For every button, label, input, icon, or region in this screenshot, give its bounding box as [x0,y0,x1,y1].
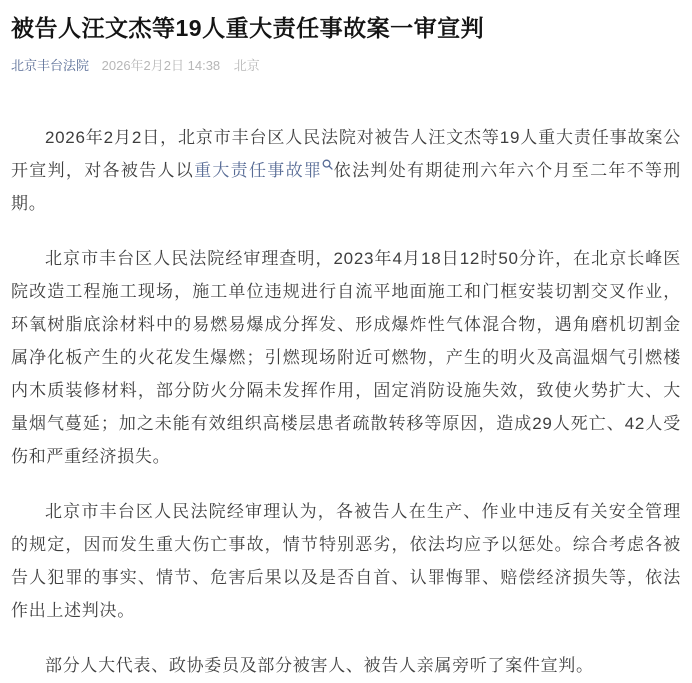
paragraph-1-text-cont: 依法判处有期徒刑六年六个月至二年不等刑期。 [11,161,681,214]
paragraph-2: 北京市丰台区人民法院经审理查明，2023年4月18日12时50分许，在北京长峰医院改造工程施工现场，施工单位违规进行自流平地面施工和门框安装切割交叉作业，环氧树脂底涂材料中的易燃易爆成分挥发、形成爆炸性气体混合物，遇角磨机切割金属净化板产生的火花发生爆燃；引燃现场附近可燃物，产生的明火及高温烟气引燃楼内木质装修材料，部分防火分隔未发挥作用，固定消防设施失效，致使火势扩大、大量烟气蔓延；加之未能有效组织高楼层患者疏散转移等原因，造成29人死亡、42人受伤和严重经济损失。 [11,249,681,467]
article-body [11,121,681,682]
account-name-link[interactable]: 北京丰台法院 [11,58,90,74]
paragraph-1 [11,121,681,220]
search-icon[interactable] [322,158,333,174]
article-title: 被告人汪文杰等19人重大责任事故案一审宣判 [11,15,485,41]
paragraph-1-text: 2026年2月2日，北京市丰台区人民法院对被告人汪文杰等19人重大责任事故案公开宣判，对各被告人以 [11,128,681,181]
publish-date: 2026年2月2日 14:38 [101,58,221,74]
article-meta [11,57,681,75]
paragraph-3: 北京市丰台区人民法院经审理认为，各被告人在生产、作业中违反有关安全管理的规定，因而发生重大伤亡事故，情节特别恶劣，依法均应予以惩处。综合考虑各被告人犯罪的事实、情节、危害后果以及是否自首、认罪悔罪、赔偿经济损失等，依法作出上述判决。 [11,502,681,621]
publish-location: 北京 [233,58,260,74]
crime-term-link[interactable]: 重大责任事故罪 [194,161,323,181]
paragraph-4: 部分人大代表、政协委员及部分被害人、被告人亲属旁听了案件宣判。 [45,656,594,676]
